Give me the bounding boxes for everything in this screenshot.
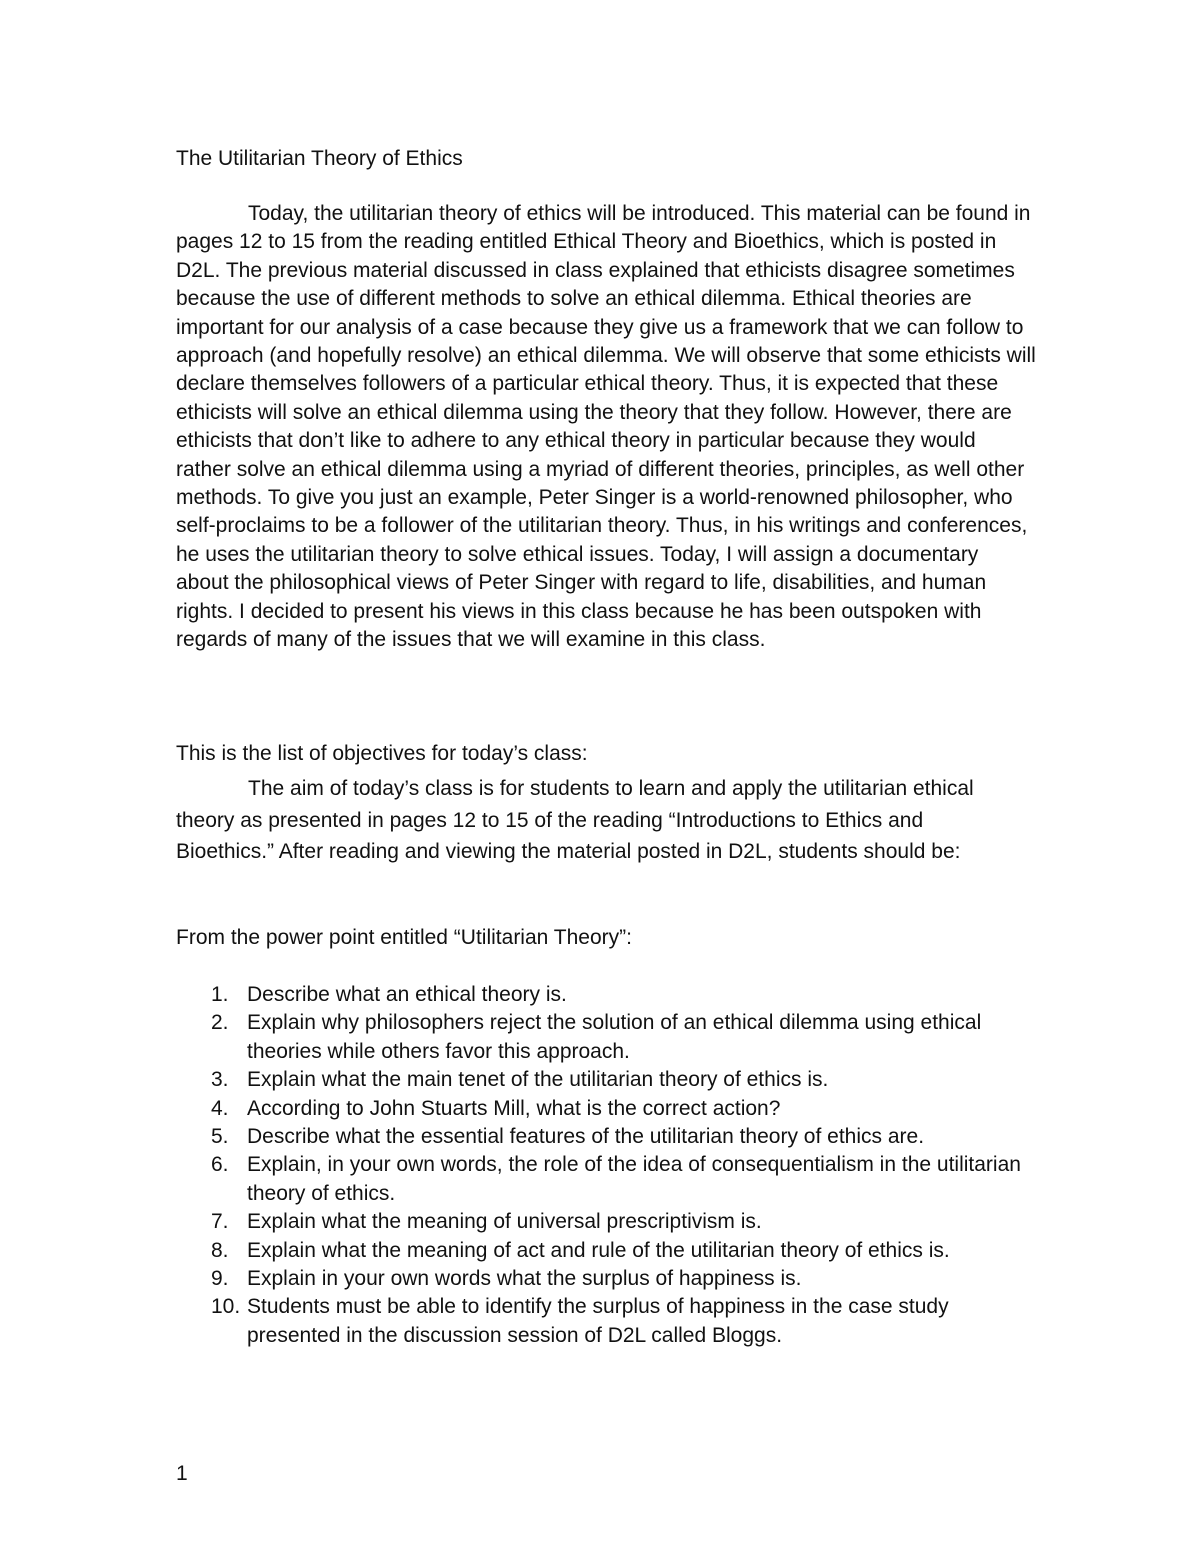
objective-text: Explain what the meaning of act and rule of the utilitarian theory of ethics is. — [247, 1238, 950, 1262]
objective-item — [176, 1123, 1036, 1151]
objective-number: 2. — [211, 1011, 229, 1035]
aim-paragraph: The aim of today’s class is for students to learn and apply the utilitarian ethical theory as presented in pages 12 to 15 of the reading “Introductions to Ethics and Bioethics.” After reading and viewing the material posted in D2L, students should be: — [176, 777, 974, 863]
objective-number: 1. — [211, 983, 229, 1006]
objective-number: 6. — [211, 1153, 229, 1177]
objective-number: 7. — [211, 1210, 229, 1234]
intro-paragraph: Today, the utilitarian theory of ethics will be introduced. This material can be found in pages 12 to 15 from the reading entitled Ethical Theory and Bioethics, which is posted in D2L. The previous material discussed in class explained that ethicists disagree sometimes because the use of different methods to solve an ethical dilemma. Ethical theories are important for our analysis of a case because they give us a framework that we can follow to approach (and hopefully resolve) an ethical dilemma. We will observe that some ethicists will declare themselves followers of a particular ethical theory. Thus, it is expected that these ethicists will solve an ethical dilemma using the theory that they follow. However, there are ethicists that don’t like to adhere to any ethical theory in particular because they would rather solve an ethical dilemma using a myriad of different theories, principles, as well other methods. To give you just an example, Peter Singer is a world-renowned philosopher, who self-proclaims to be a follower of the utilitarian theory. Thus, in his writings and conferences, he uses the utilitarian theory to solve ethical issues. Today, I will assign a documentary about the philosophical views of Peter Singer with regard to life, disabilities, and human rights. I decided to present his views in this class because he has been outspoken with regards of many of the issues that we will examine in this class. — [176, 202, 1036, 652]
source-line: From the power point entitled “Utilitarian Theory”: — [176, 926, 632, 949]
objective-text: Explain in your own words what the surplus of happiness is. — [247, 1267, 802, 1291]
objective-item — [176, 981, 1036, 1009]
objective-text: Describe what an ethical theory is. — [247, 983, 567, 1006]
objective-item — [176, 1208, 1036, 1236]
objective-text: According to John Stuarts Mill, what is the correct action? — [247, 1096, 781, 1120]
objectives-intro: This is the list of objectives for today’s class: — [176, 742, 588, 765]
objective-number: 3. — [211, 1068, 229, 1092]
objective-number: 10. — [211, 1295, 241, 1319]
page-number: 1 — [176, 1462, 188, 1485]
objective-item — [176, 1009, 1036, 1066]
objective-text: Describe what the essential features of the utilitarian theory of ethics are. — [247, 1125, 925, 1149]
objective-number: 4. — [211, 1096, 229, 1120]
document-title: The Utilitarian Theory of Ethics — [176, 147, 463, 170]
objective-text: Explain why philosophers reject the solution of an ethical dilemma using ethical theories while others favor this approach. — [247, 1011, 982, 1063]
objective-text: Explain what the meaning of universal prescriptivism is. — [247, 1210, 762, 1234]
objective-item — [176, 1066, 1036, 1094]
objective-number: 8. — [211, 1238, 229, 1262]
objective-number: 5. — [211, 1125, 229, 1149]
objective-text: Explain, in your own words, the role of the idea of consequentialism in the utilitarian theory of ethics. — [247, 1153, 1021, 1205]
objective-item — [176, 1293, 1036, 1350]
objective-list — [176, 981, 1036, 1350]
objective-number: 9. — [211, 1267, 229, 1291]
objective-item — [176, 1095, 1036, 1123]
objective-item — [176, 1265, 1036, 1293]
objective-text: Explain what the main tenet of the utilitarian theory of ethics is. — [247, 1068, 829, 1092]
objective-item — [176, 1237, 1036, 1265]
objective-text: Students must be able to identify the surplus of happiness in the case study presented in the discussion session of D2L called Bloggs. — [247, 1295, 949, 1347]
objective-item — [176, 1151, 1036, 1208]
